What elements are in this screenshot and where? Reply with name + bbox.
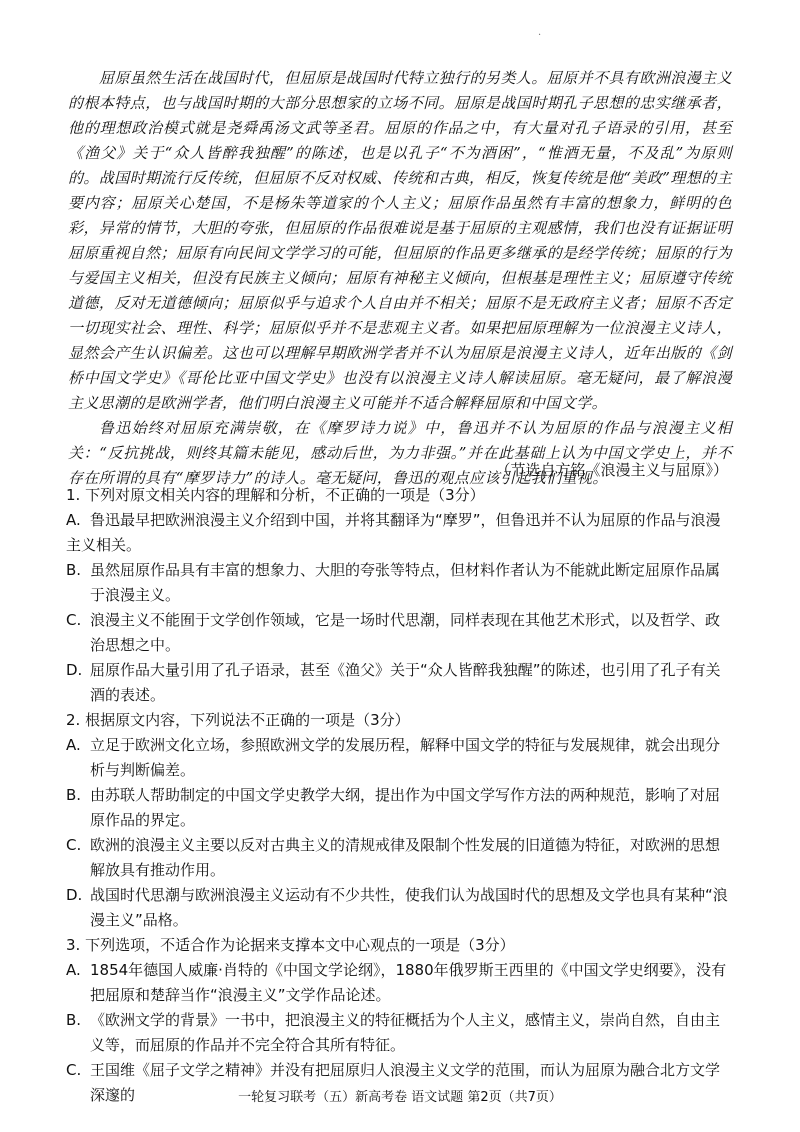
option-letter: B. [66,1011,82,1029]
passage-source: （节选自方铭《浪漫主义与屈原》） [495,461,728,479]
option-text: 由苏联人帮助制定的中国文学史教学大纲，提出作为中国文学写作方法的两种规范，影响了对屈原作品的界定。 [90,786,721,829]
option-b [66,783,734,833]
question-stem: 3. 下列选项，不适合作为论据来支撑本文中心观点的一项是（3分） [66,936,515,954]
option-letter: C. [66,1061,82,1079]
scan-dot: · [538,30,542,41]
option-c [66,608,734,658]
option-a [66,508,734,558]
option-d [66,658,734,708]
question-stem: 1. 下列对原文相关内容的理解和分析，不正确的一项是（3分） [66,486,485,504]
question-list [66,483,734,1108]
option-text: 立足于欧洲文化立场，参照欧洲文学的发展历程，解释中国文学的特征与发展规律，就会出现分析与判断偏差。 [90,736,721,779]
option-text: 王国维《屈子文学之精神》并没有把屈原归人浪漫主义文学的范围，而认为屈原为融合北方文学深邃的 [90,1061,721,1104]
option-b [66,558,734,608]
option-letter: C. [66,611,82,629]
option-letter: D. [66,661,83,679]
passage-paragraph-1: 屈原虽然生活在战国时代，但屈原是战国时代特立独行的另类人。屈原并不具有欧洲浪漫主义的根本特点，也与战国时期的大部分思想家的立场不同。屈原是战国时期孔子思想的忠实继承者，他的理想政治模式就是尧舜禹汤文武等圣君。屈原的作品之中，有大量对孔子语录的引用，甚至《渔父》关于“众人皆醉我独醒”的陈述，也是以孔子“不为酒困”，“惟酒无量，不及乱”为原则的。战国时期流行反传统，但屈原不反对权威、传统和古典，相反，恢复传统是他“美政”理想的主要内容；屈原关心楚国，不是杨朱等道家的个人主义；屈原作品虽然有丰富的想象力，鲜明的色彩，异常的情节，大胆的夸张，但屈原的作品很难说是基于屈原的主观感情，我们也没有证据证明屈原重视自然；屈原有向民间文学学习的可能，但屈原的作品更多继承的是经学传统；屈原的行为与爱国主义相关，但没有民族主义倾向；屈原有神秘主义倾向，但根基是理性主义；屈原遵守传统道德，反对无道德倾向；屈原似乎与追求个人自由并不相关；屈原不是无政府主义者；屈原不否定一切现实社会、理性、科学；屈原似乎并不是悲观主义者。如果把屈原理解为一位浪漫主义诗人，显然会产生认识偏差。这也可以理解早期欧洲学者并不认为屈原是浪漫主义诗人，近年出版的《剑桥中国文学史》《哥伦比亚中国文学史》也没有以浪漫主义诗人解读屈原。毫无疑问，最了解浪漫主义思潮的是欧洲学者，他们明白浪漫主义可能并不适合解释屈原和中国文学。 [68,69,732,412]
page-footer: 一轮复习联考（五）新高考卷 语文试题 第2页（共7页） [238,1090,562,1105]
option-text: 虽然屈原作品具有丰富的想象力、大胆的夸张等特点，但材料作者认为不能就此断定屈原作品属于浪漫主义。 [90,561,721,604]
option-letter: B. [66,561,82,579]
option-letter: C. [66,836,82,854]
reading-passage [68,66,732,491]
option-text: 屈原作品大量引用了孔子语录，甚至《渔父》关于“众人皆醉我独醒”的陈述，也引用了孔子有关酒的表述。 [90,661,721,704]
option-text: 1854年德国人威廉·肖特的《中国文学论纲》，1880年俄罗斯王西里的《中国文学史纲要》，没有把屈原和楚辞当作“浪漫主义”文学作品论述。 [90,961,727,1004]
option-text: 《欧洲文学的背景》一书中，把浪漫主义的特征概括为个人主义，感情主义，崇尚自然，自由主义等，而屈原的作品并不完全符合其所有特征。 [90,1011,721,1054]
option-letter: A. [66,961,81,979]
option-letter: D. [66,886,83,904]
option-d [66,883,734,933]
question-1 [66,483,734,708]
option-letter: A. [66,736,81,754]
option-b [66,1008,734,1058]
option-letter: B. [66,786,82,804]
option-text: 浪漫主义不能囿于文学创作领域，它是一场时代思潮，同样表现在其他艺术形式，以及哲学、政治思想之中。 [90,611,721,654]
question-2 [66,708,734,933]
option-c [66,833,734,883]
option-text: 战国时代思潮与欧洲浪漫主义运动有不少共性，使我们认为战国时代的思想及文学也具有某种“浪漫主义”品格。 [90,886,728,929]
option-text: 欧洲的浪漫主义主要以反对古典主义的清规戒律及限制个性发展的旧道德为特征，对欧洲的思想解放具有推动作用。 [90,836,721,879]
option-a [66,733,734,783]
option-text: 鲁迅最早把欧洲浪漫主义介绍到中国，并将其翻译为“摩罗”，但鲁迅并不认为屈原的作品与浪漫主义相关。 [66,511,721,554]
passage-paragraph-2: 鲁迅始终对屈原充满崇敬，在《摩罗诗力说》中，鲁迅并不认为屈原的作品与浪漫主义相关：“反抗挑战，则终其篇未能见，感动后世，为力非强。”并在此基础上认为中国文学史上，并不存在所谓的具有“摩罗诗力”的诗人。毫无疑问，鲁迅的观点应该引起我们重视。 [68,419,732,487]
question-stem: 2. 根据原文内容，下列说法不正确的一项是（3分） [66,711,410,729]
option-a [66,958,734,1008]
option-letter: A. [66,511,81,529]
question-3 [66,933,734,1108]
